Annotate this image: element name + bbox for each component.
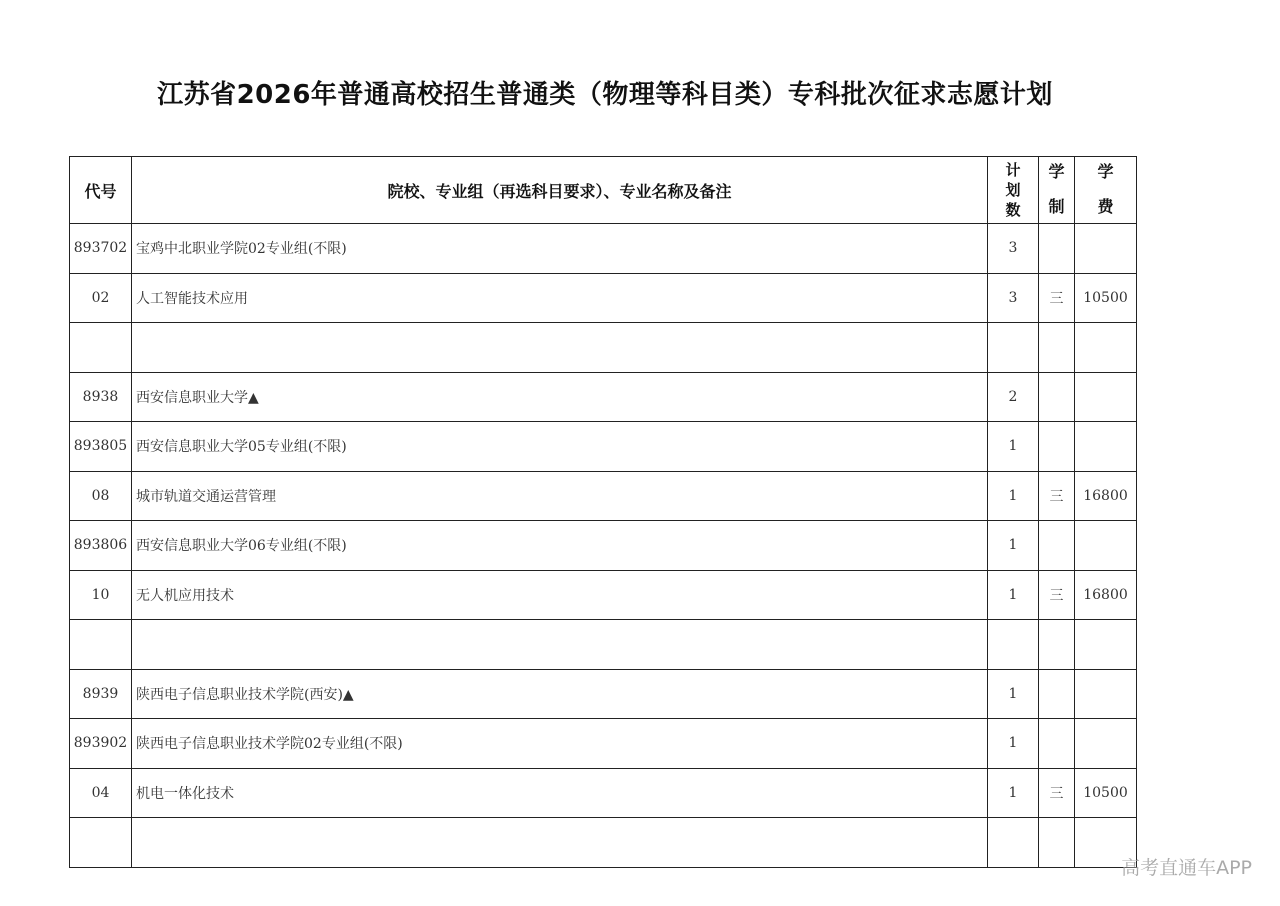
cell-code: 02 [70,273,132,323]
cell-code: 893805 [70,422,132,472]
cell-name: 西安信息职业大学▲ [132,372,988,422]
cell-duration: 三 [1039,768,1075,818]
cell-name [132,620,988,670]
cell-fee: 10500 [1075,768,1137,818]
cell-name: 无人机应用技术 [132,570,988,620]
cell-fee [1075,372,1137,422]
cell-code [70,620,132,670]
cell-code: 8938 [70,372,132,422]
table-row [70,372,1137,422]
cell-name: 陕西电子信息职业技术学院(西安)▲ [132,669,988,719]
header-plan-num-char: 数 [1005,201,1021,219]
cell-name: 西安信息职业大学06专业组(不限) [132,521,988,571]
cell-plan-num: 1 [988,570,1039,620]
table-row [70,620,1137,670]
cell-name [132,818,988,868]
header-plan-num-char: 计 [1005,161,1021,179]
cell-plan-num: 3 [988,273,1039,323]
cell-duration [1039,620,1075,670]
cell-plan-num: 1 [988,521,1039,571]
cell-code: 893806 [70,521,132,571]
table-row [70,768,1137,818]
plan-table [69,156,1137,868]
cell-name: 城市轨道交通运营管理 [132,471,988,521]
cell-fee [1075,422,1137,472]
header-duration [1039,157,1075,224]
table-row [70,570,1137,620]
cell-plan-num [988,620,1039,670]
table-row [70,471,1137,521]
cell-name: 陕西电子信息职业技术学院02专业组(不限) [132,719,988,769]
cell-duration [1039,224,1075,274]
table-row [70,521,1137,571]
cell-code: 08 [70,471,132,521]
cell-plan-num: 3 [988,224,1039,274]
table-header-row [70,157,1137,224]
cell-fee [1075,224,1137,274]
table-row [70,818,1137,868]
cell-plan-num: 2 [988,372,1039,422]
cell-name [132,323,988,373]
cell-plan-num: 1 [988,768,1039,818]
cell-plan-num [988,323,1039,373]
table-row [70,422,1137,472]
header-code: 代号 [70,157,132,224]
cell-name: 人工智能技术应用 [132,273,988,323]
cell-duration [1039,422,1075,472]
cell-plan-num [988,818,1039,868]
cell-plan-num: 1 [988,669,1039,719]
cell-code: 04 [70,768,132,818]
cell-fee [1075,620,1137,670]
cell-code: 893702 [70,224,132,274]
header-fee-char: 费 [1097,197,1114,216]
header-duration-char: 学 [1048,162,1065,181]
cell-duration: 三 [1039,570,1075,620]
table-row [70,323,1137,373]
table-row [70,669,1137,719]
table-row [70,273,1137,323]
cell-duration [1039,521,1075,571]
cell-duration: 三 [1039,471,1075,521]
cell-duration [1039,323,1075,373]
header-name: 院校、专业组（再选科目要求）、专业名称及备注 [132,157,988,224]
cell-plan-num: 1 [988,719,1039,769]
cell-plan-num: 1 [988,471,1039,521]
cell-fee: 16800 [1075,471,1137,521]
header-plan-num [988,157,1039,224]
cell-duration [1039,669,1075,719]
cell-code [70,818,132,868]
header-duration-char: 制 [1048,197,1065,216]
cell-duration: 三 [1039,273,1075,323]
cell-name: 机电一体化技术 [132,768,988,818]
cell-duration [1039,818,1075,868]
header-plan-num-char: 划 [1005,181,1021,199]
cell-fee [1075,719,1137,769]
cell-code: 893902 [70,719,132,769]
cell-plan-num: 1 [988,422,1039,472]
cell-fee [1075,669,1137,719]
header-fee-char: 学 [1097,162,1114,181]
cell-code: 10 [70,570,132,620]
watermark: 高考直通车APP [1121,857,1252,879]
cell-name: 宝鸡中北职业学院02专业组(不限) [132,224,988,274]
cell-duration [1039,372,1075,422]
cell-name: 西安信息职业大学05专业组(不限) [132,422,988,472]
cell-fee: 10500 [1075,273,1137,323]
cell-fee: 16800 [1075,570,1137,620]
table-row [70,719,1137,769]
cell-fee [1075,323,1137,373]
cell-code: 8939 [70,669,132,719]
page-title: 江苏省2026年普通高校招生普通类（物理等科目类）专科批次征求志愿计划 [157,80,1053,110]
header-fee [1075,157,1137,224]
cell-fee [1075,521,1137,571]
cell-duration [1039,719,1075,769]
cell-code [70,323,132,373]
table-row [70,224,1137,274]
